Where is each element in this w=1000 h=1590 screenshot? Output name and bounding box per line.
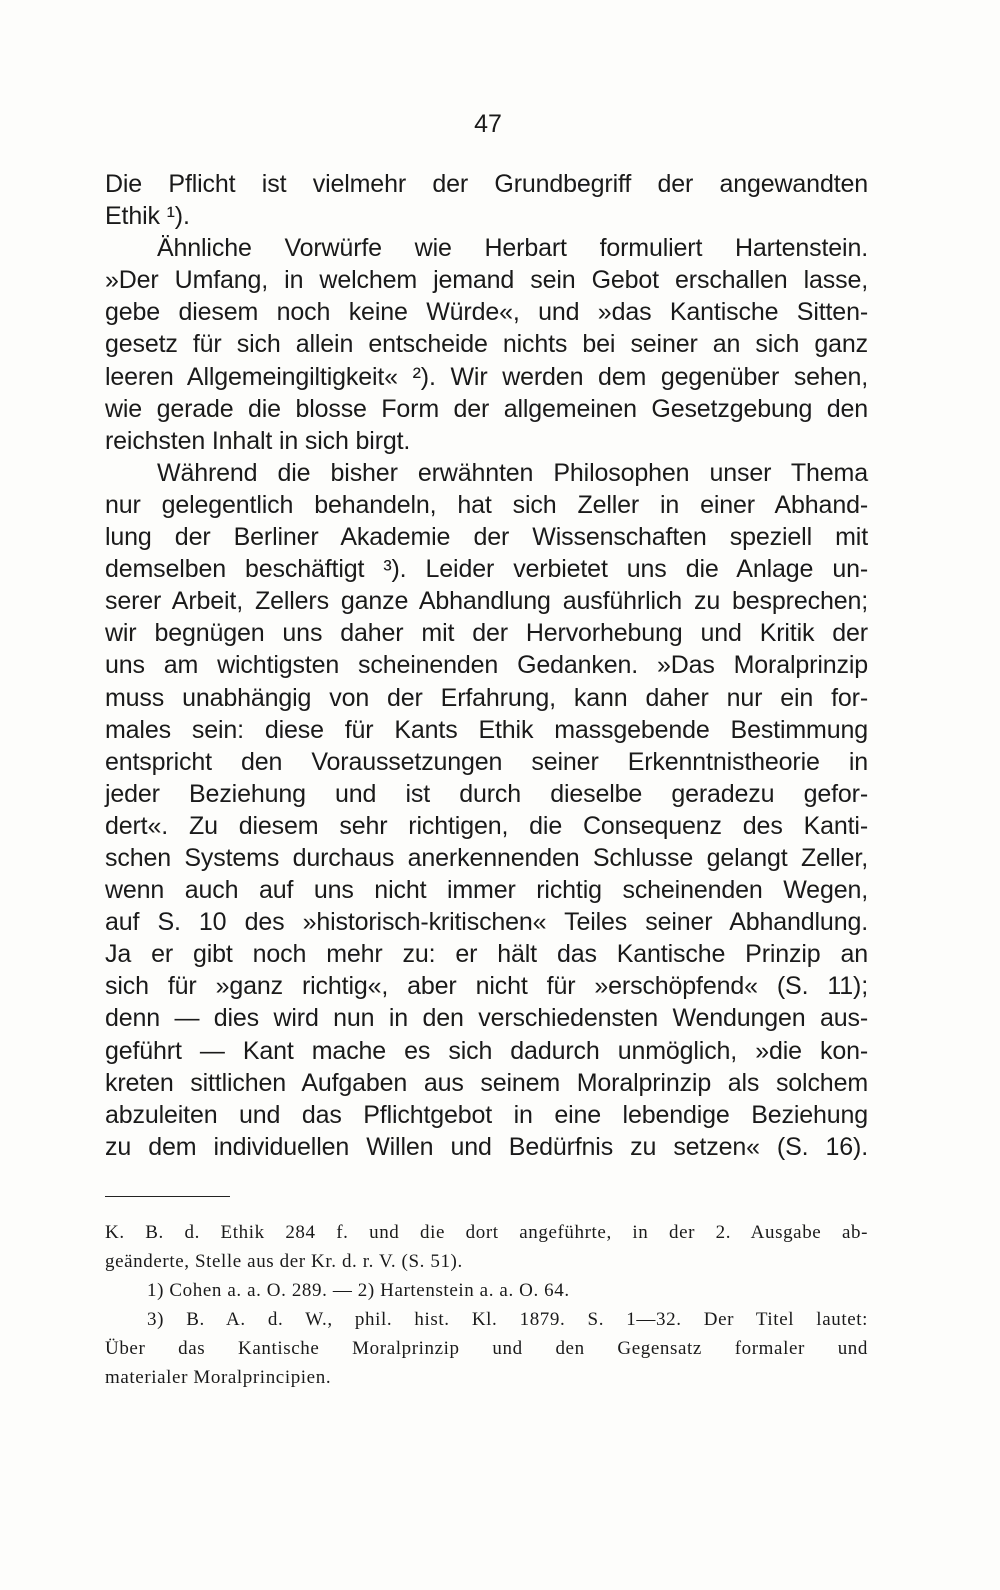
text-line: uns am wichtigsten scheinenden Gedanken. »Das Moralprinzip	[105, 651, 868, 680]
footnote-line: Über das Kantische Moralprinzip und den Gegensatz formaler und	[105, 1338, 868, 1359]
text-line: wie gerade die blosse Form der allgemeinen Gesetzgebung den	[105, 394, 868, 423]
text-line: »Der Umfang, in welchem jemand sein Gebot erschallen lasse,	[105, 266, 868, 295]
text-line: kreten sittlichen Aufgaben aus seinem Moralprinzip als solchem	[105, 1068, 868, 1097]
text-line: gesetz für sich allein entscheide nichts bei seiner an sich ganz	[105, 330, 868, 359]
text-line: wenn auch auf uns nicht immer richtig scheinenden Wegen,	[105, 876, 868, 905]
text-line: demselben beschäftigt ³). Leider verbietet uns die Anlage un-	[105, 555, 868, 584]
text-line: denn — dies wird nun in den verschiedensten Wendungen aus-	[105, 1004, 868, 1033]
text-line: wir begnügen uns daher mit der Hervorhebung und Kritik der	[105, 619, 868, 648]
footnote-line: geänderte, Stelle aus der Kr. d. r. V. (S. 51).	[105, 1251, 463, 1272]
text-line: Ethik ¹).	[105, 202, 190, 231]
text-line: entspricht den Voraussetzungen seiner Erkenntnistheorie in	[105, 747, 868, 776]
text-line: Ähnliche Vorwürfe wie Herbart formuliert Hartenstein.	[157, 234, 868, 263]
page-number: 47	[474, 110, 502, 138]
footnote-divider	[105, 1196, 230, 1197]
text-line: nur gelegentlich behandeln, hat sich Zeller in einer Abhand-	[105, 490, 868, 519]
footnotes	[105, 1218, 868, 1392]
footnote-line: materialer Moralprincipien.	[105, 1367, 332, 1388]
text-line: reichsten Inhalt in sich birgt.	[105, 426, 411, 455]
footnote-line: K. B. d. Ethik 284 f. und die dort angeführte, in der 2. Ausgabe ab-	[105, 1222, 868, 1243]
footnote-line: 3) B. A. d. W., phil. hist. Kl. 1879. S. 1—32. Der Titel lautet:	[147, 1309, 868, 1330]
footnote-line: 1) Cohen a. a. O. 289. — 2) Hartenstein a. a. O. 64.	[147, 1280, 570, 1301]
text-line: geführt — Kant mache es sich dadurch unmöglich, »die kon-	[105, 1036, 868, 1065]
text-line: Die Pflicht ist vielmehr der Grundbegriff der angewandten	[105, 170, 868, 198]
text-line: dert«. Zu diesem sehr richtigen, die Consequenz des Kanti-	[105, 811, 868, 840]
text-line: gebe diesem noch keine Würde«, und »das Kantische Sitten-	[105, 298, 868, 327]
text-line: Ja er gibt noch mehr zu: er hält das Kantische Prinzip an	[105, 940, 868, 969]
text-line: sich für »ganz richtig«, aber nicht für »erschöpfend« (S. 11);	[105, 972, 868, 1001]
text-line: jeder Beziehung und ist durch dieselbe geradezu gefor-	[105, 779, 868, 808]
text-line: serer Arbeit, Zellers ganze Abhandlung ausführlich zu besprechen;	[105, 587, 868, 616]
main-text	[105, 168, 868, 1163]
text-line: Während die bisher erwähnten Philosophen unser Thema	[157, 458, 868, 487]
text-line: zu dem individuellen Willen und Bedürfnis zu setzen« (S. 16).	[105, 1132, 868, 1161]
text-line: abzuleiten und das Pflichtgebot in eine lebendige Beziehung	[105, 1100, 868, 1129]
text-line: males sein: diese für Kants Ethik massgebende Bestimmung	[105, 715, 868, 744]
text-line: schen Systems durchaus anerkennenden Schlusse gelangt Zeller,	[105, 843, 868, 872]
text-line: muss unabhängig von der Erfahrung, kann daher nur ein for-	[105, 683, 868, 712]
text-line: auf S. 10 des »historisch-kritischen« Teiles seiner Abhandlung.	[105, 908, 868, 937]
text-line: leeren Allgemeingiltigkeit« ²). Wir werden dem gegenüber sehen,	[105, 362, 868, 391]
text-line: lung der Berliner Akademie der Wissenschaften speziell mit	[105, 523, 868, 552]
